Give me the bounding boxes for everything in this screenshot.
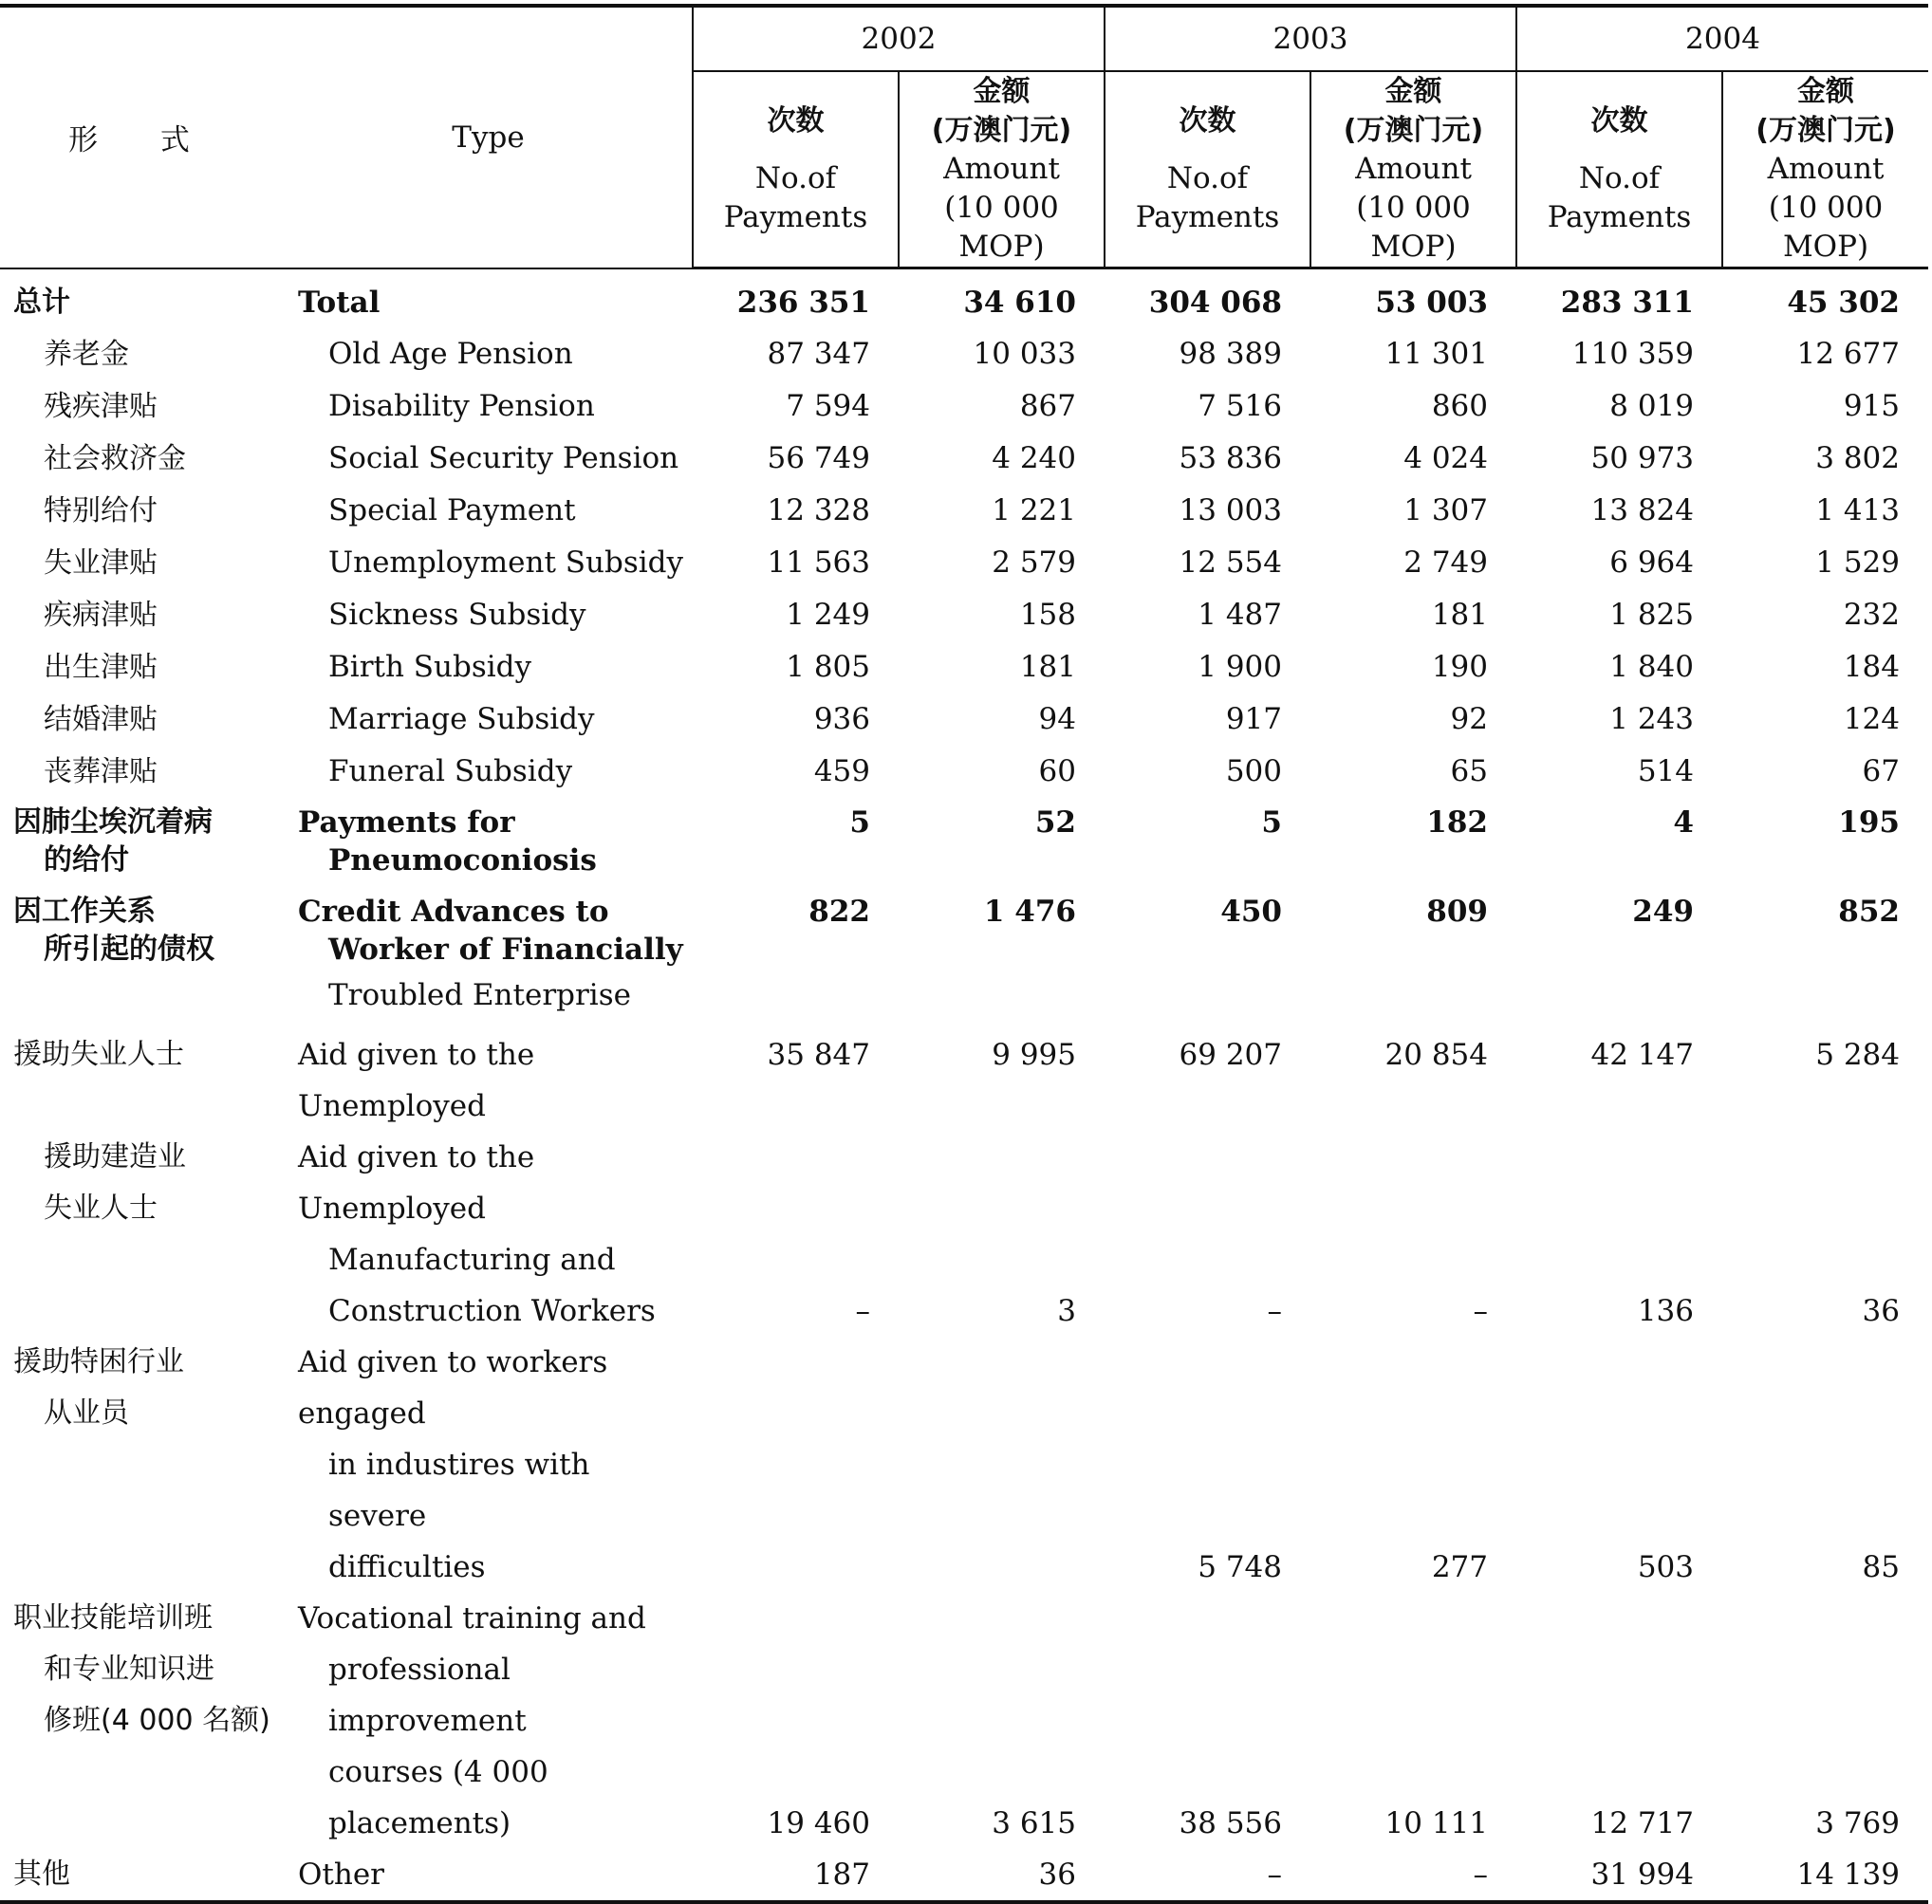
value-cell: 52 [1034,805,1076,840]
year-header-row [0,6,1928,71]
value-cell: 36 [899,1849,1105,1902]
value-cell: 195 [1838,805,1900,840]
row-label-cn: 社会救济金 [44,442,186,475]
value-cell: 67 [1862,754,1900,788]
table-row [0,1337,1928,1593]
value-cell: 11 301 [1384,337,1488,371]
table-row [0,589,1928,641]
value-cell: 915 [1843,389,1900,423]
count-header-en-2: Payments [1547,200,1692,234]
row-label-cn: 残疾津贴 [44,390,158,423]
value-cell: 503 [1637,1550,1694,1584]
value-cell: 12 554 [1179,545,1282,580]
value-cell: 1 249 [786,598,870,632]
table-row-pneumoconiosis [0,798,1928,887]
value-cell: 20 854 [1384,1038,1488,1072]
value-cell: 12 328 [767,493,870,527]
table-row [0,328,1928,380]
table-row [0,746,1928,798]
table-row [0,380,1928,433]
row-label-cn: 援助建造业 失业人士 [44,1140,186,1225]
year-header-2004: 2004 [1516,6,1928,71]
value-cell: 181 [1019,650,1076,684]
value-cell: 110 359 [1571,337,1694,371]
value-cell: 3 [1057,1294,1076,1328]
row-label-en: Payments for Pneumoconiosis [298,805,597,878]
amount-header-cn-2: (万澳门元) [931,114,1072,147]
value-cell: 36 [1862,1294,1900,1328]
value-cell: 860 [1431,389,1488,423]
value-cell: 1 221 [992,493,1076,527]
value-cell: 181 [1431,598,1488,632]
value-cell: 136 [1637,1294,1694,1328]
value-cell: 13 003 [1179,493,1282,527]
value-cell: 65 [1450,754,1488,788]
value-cell: 69 207 [1179,1038,1282,1072]
value-cell: 514 [1637,754,1694,788]
value-cell: 1 805 [786,650,870,684]
value-cell: 936 [813,702,870,736]
value-cell: 34 610 [963,286,1076,320]
value-cell: 6 964 [1609,545,1694,580]
value-cell: 56 749 [767,441,870,475]
row-label-en: Sickness Subsidy [328,598,586,632]
count-header-en-2: Payments [1135,200,1280,234]
amount-header-en-2: (10 000 MOP) [1356,191,1471,264]
value-cell: 917 [1225,702,1282,736]
value-cell: 1 825 [1609,598,1694,632]
stub-header-en: Type [285,6,693,268]
count-header-cn: 次数 [1590,104,1648,138]
value-cell [899,1337,1105,1593]
amount-header-en-1: Amount [1767,152,1885,186]
value-cell: 852 [1838,895,1900,929]
value-cell: 60 [1038,754,1076,788]
table-row [0,693,1928,746]
value-cell: – [1310,1849,1516,1902]
table-row [0,1029,1928,1132]
value-cell: 3 769 [1815,1806,1900,1840]
amount-header-cn-1: 金额 [1797,75,1854,108]
value-cell: 184 [1843,650,1900,684]
value-cell: 92 [1450,702,1488,736]
row-label-en: Funeral Subsidy [328,754,573,788]
value-cell: 98 389 [1179,337,1282,371]
row-label-en: Total [298,285,381,320]
count-header [1516,71,1722,268]
amount-header [1310,71,1516,268]
row-label-en: Unemployment Subsidy [328,545,684,580]
year-header-2002: 2002 [693,6,1105,71]
table-row [0,485,1928,537]
value-cell: 87 347 [767,337,870,371]
value-cell: 94 [1038,702,1076,736]
value-cell: 12 717 [1590,1806,1694,1840]
value-cell: 4 240 [992,441,1076,475]
count-header-en-2: Payments [723,200,868,234]
table-row [0,433,1928,485]
value-cell: 9 995 [992,1038,1076,1072]
value-cell: 35 847 [767,1038,870,1072]
value-cell: 190 [1431,650,1488,684]
value-cell: – [855,1294,870,1328]
value-cell: 50 973 [1590,441,1694,475]
row-label-cn: 其他 [0,1849,285,1902]
table-row [0,1849,1928,1902]
amount-header-en-1: Amount [1355,152,1472,186]
row-label-en: Social Security Pension [328,441,679,475]
value-cell: 7 516 [1198,389,1282,423]
value-cell: 42 147 [1590,1038,1694,1072]
table-header [0,6,1928,268]
value-cell: 13 824 [1590,493,1694,527]
value-cell: 4 024 [1403,441,1488,475]
amount-header [899,71,1105,268]
row-label-cn: 丧葬津贴 [44,755,158,788]
value-cell: 10 033 [973,337,1076,371]
amount-header-cn-2: (万澳门元) [1343,114,1484,147]
table-row-total [0,268,1928,329]
row-label-en: Old Age Pension [328,337,573,371]
value-cell: 450 [1220,895,1282,929]
table-row [0,641,1928,693]
value-cell: – [1105,1849,1310,1902]
row-label-en: Aid given to the Unemployed Manufacturing and Construction Workers [298,1140,656,1328]
count-header-en-1: No.of [1166,161,1249,195]
count-header-cn: 次数 [767,104,825,138]
row-label-cn: 特别给付 [44,494,158,527]
value-cell: 5 [1261,805,1282,840]
amount-header-en-2: (10 000 MOP) [1768,191,1884,264]
value-cell: 283 311 [1560,286,1694,320]
value-cell: 31 994 [1516,1849,1722,1902]
row-label-en: Special Payment [328,493,576,527]
value-cell: 2 579 [992,545,1076,580]
row-label-cn: 援助失业人士 [13,1038,184,1071]
value-cell: 187 [693,1849,899,1902]
value-cell: 277 [1431,1550,1488,1584]
value-cell: 1 243 [1609,702,1694,736]
value-cell: 7 594 [786,389,870,423]
value-cell: 19 460 [767,1806,870,1840]
value-cell: 822 [808,895,870,929]
value-cell: 5 [849,805,870,840]
value-cell: 5 748 [1198,1550,1282,1584]
value-cell: – [1267,1294,1282,1328]
value-cell: 1 840 [1609,650,1694,684]
value-cell: 304 068 [1148,286,1282,320]
value-cell: 232 [1843,598,1900,632]
value-cell: 53 836 [1179,441,1282,475]
value-cell: 3 615 [992,1806,1076,1840]
amount-header-cn-2: (万澳门元) [1756,114,1896,147]
row-label-en: Other [285,1849,693,1902]
row-label-cn: 总计 [13,285,70,319]
value-cell: 500 [1225,754,1282,788]
row-label-en: Vocational training and professional improvement courses (4 000 placements) [298,1601,646,1840]
row-label-cn: 援助特困行业 从业员 [13,1345,184,1430]
row-label-en: Birth Subsidy [328,650,532,684]
table-row [0,1593,1928,1849]
value-cell: 14 139 [1722,1849,1928,1902]
payments-table [0,4,1928,1904]
amount-header-cn-1: 金额 [973,75,1031,108]
count-header-en-1: No.of [754,161,837,195]
value-cell: 1 476 [983,895,1076,929]
value-cell: 158 [1019,598,1076,632]
table-body [0,268,1928,1903]
value-cell: 38 556 [1179,1806,1282,1840]
count-header [693,71,899,268]
count-header-cn: 次数 [1179,104,1236,138]
row-label-cn: 疾病津贴 [44,599,158,632]
value-cell: 11 563 [767,545,870,580]
amount-header [1722,71,1928,268]
value-cell: 4 [1673,805,1694,840]
row-label-cn: 出生津贴 [44,651,158,684]
value-cell [693,1337,899,1593]
value-cell: – [1473,1294,1488,1328]
row-label-en: Aid given to workers engaged in industires with severe difficulties [298,1345,608,1584]
row-label-en: Disability Pension [328,389,595,423]
value-cell: 12 677 [1796,337,1900,371]
row-label-cn: 结婚津贴 [44,703,158,736]
amount-header-en-2: (10 000 MOP) [944,191,1059,264]
row-label-cn: 养老金 [44,338,129,371]
amount-header-en-1: Amount [943,152,1060,186]
stub-header-cn: 形 式 [0,6,285,268]
row-label-en: Credit Advances to Worker of Financially Troubled Enterprise [298,895,683,1012]
value-cell: 809 [1426,895,1488,929]
amount-header-cn-1: 金额 [1384,75,1442,108]
value-cell: 124 [1843,702,1900,736]
row-label-cn: 职业技能培训班 和专业知识进 修班(4 000 名额) [13,1601,270,1737]
value-cell: 1 413 [1815,493,1900,527]
value-cell: 1 307 [1403,493,1488,527]
value-cell: 5 284 [1815,1038,1900,1072]
value-cell: 867 [1019,389,1076,423]
table-row [0,537,1928,589]
value-cell: 10 111 [1384,1806,1488,1840]
value-cell: 2 749 [1403,545,1488,580]
count-header-en-1: No.of [1578,161,1661,195]
value-cell: 8 019 [1609,389,1694,423]
value-cell: 1 529 [1815,545,1900,580]
value-cell: 249 [1632,895,1694,929]
value-cell: 53 003 [1375,286,1488,320]
value-cell: 459 [813,754,870,788]
count-header [1105,71,1310,268]
value-cell: 1 900 [1198,650,1282,684]
value-cell: 85 [1862,1550,1900,1584]
year-header-2003: 2003 [1105,6,1516,71]
row-label-en: Marriage Subsidy [328,702,595,736]
row-label-cn: 因工作关系 所引起的债权 [13,895,214,966]
value-cell: 1 487 [1198,598,1282,632]
value-cell: 45 302 [1787,286,1900,320]
value-cell: 236 351 [736,286,870,320]
row-label-en: Aid given to the Unemployed [298,1038,535,1123]
value-cell: 182 [1426,805,1488,840]
table-row-credit-advances [0,887,1928,1029]
value-cell: 3 802 [1815,441,1900,475]
row-label-cn: 失业津贴 [44,546,158,580]
table-row [0,1132,1928,1337]
row-label-cn: 因肺尘埃沉着病 的给付 [13,805,213,877]
